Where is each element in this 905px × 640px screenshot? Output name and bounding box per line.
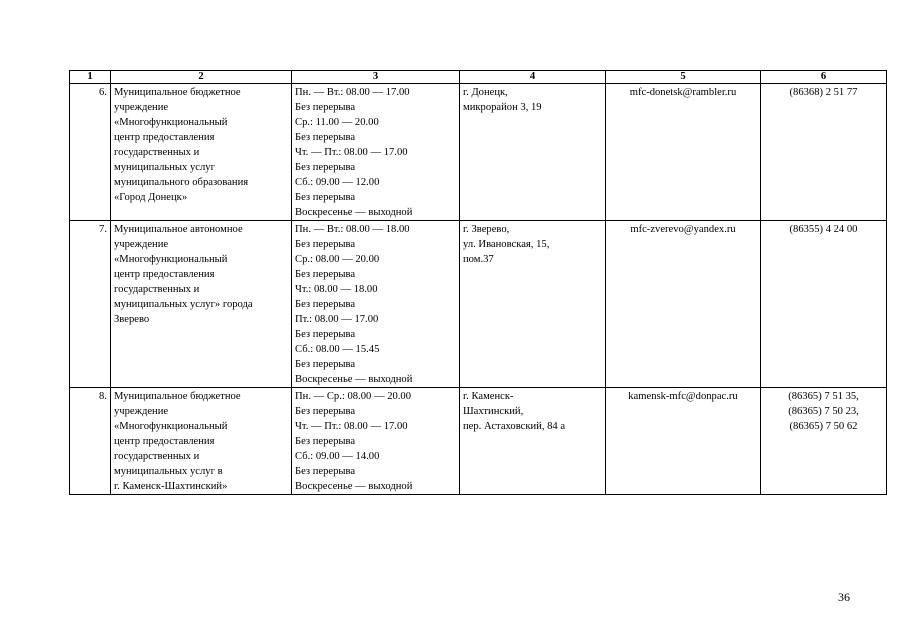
- schedule-line: Без перерыва: [295, 329, 356, 340]
- table-row: [70, 84, 887, 221]
- address-line: пер. Астаховский, 84 а: [463, 421, 566, 432]
- institution-name-cell: [111, 221, 292, 388]
- institution-name-line: государственных и: [114, 284, 200, 295]
- address-line: г. Зверево,: [463, 224, 510, 235]
- institution-name-line: государственных и: [114, 451, 200, 462]
- institution-name-line: «Многофункциональный: [114, 117, 228, 128]
- address-line: микрорайон 3, 19: [463, 102, 542, 113]
- institution-name-line: Муниципальное автономное: [114, 224, 243, 235]
- schedule-line: Сб.: 09.00 — 12.00: [295, 177, 380, 188]
- schedule-line: Без перерыва: [295, 466, 356, 477]
- schedule-line: Пн. — Ср.: 08.00 — 20.00: [295, 391, 412, 402]
- phone-number: (86365) 7 50 23,: [788, 406, 859, 417]
- column-header-4: 4: [460, 71, 606, 84]
- institution-name-line: муниципальных услуг: [114, 162, 215, 173]
- schedule-line: Воскресенье — выходной: [295, 481, 413, 492]
- schedule-line: Воскресенье — выходной: [295, 374, 413, 385]
- institution-name-line: центр предоставления: [114, 269, 215, 280]
- mfc-table: [69, 70, 887, 495]
- address-line: г. Донецк,: [463, 87, 508, 98]
- schedule-cell: [292, 84, 460, 221]
- email-cell: [606, 84, 761, 221]
- email-address: kamensk-mfc@donpac.ru: [628, 391, 738, 402]
- schedule-line: Без перерыва: [295, 132, 356, 143]
- email-cell: [606, 388, 761, 495]
- institution-name-line: «Многофункциональный: [114, 254, 228, 265]
- institution-name-line: Муниципальное бюджетное: [114, 87, 241, 98]
- phone-number: (86368) 2 51 77: [789, 87, 858, 98]
- address-cell: [460, 388, 606, 495]
- institution-name-line: центр предоставления: [114, 436, 215, 447]
- schedule-line: Чт.: 08.00 — 18.00: [295, 284, 378, 295]
- email-address: mfc-zverevo@yandex.ru: [630, 224, 736, 235]
- phone-number: (86365) 7 50 62: [789, 421, 858, 432]
- schedule-line: Пт.: 08.00 — 17.00: [295, 314, 379, 325]
- schedule-line: Воскресенье — выходной: [295, 207, 413, 218]
- row-number: 8.: [70, 388, 111, 495]
- institution-name-line: г. Каменск-Шахтинский»: [114, 481, 228, 492]
- column-header-2: 2: [111, 71, 292, 84]
- header-row: [70, 71, 887, 84]
- institution-name-line: учреждение: [114, 239, 169, 250]
- table-row: [70, 221, 887, 388]
- institution-name-line: учреждение: [114, 406, 169, 417]
- schedule-line: Без перерыва: [295, 299, 356, 310]
- schedule-line: Без перерыва: [295, 162, 356, 173]
- institution-name-line: муниципальных услуг в: [114, 466, 223, 477]
- email-cell: [606, 221, 761, 388]
- schedule-cell: [292, 388, 460, 495]
- schedule-line: Без перерыва: [295, 192, 356, 203]
- row-number: 6.: [70, 84, 111, 221]
- institution-name-line: центр предоставления: [114, 132, 215, 143]
- schedule-line: Чт. — Пт.: 08.00 — 17.00: [295, 421, 408, 432]
- phone-cell: [761, 388, 887, 495]
- schedule-line: Пн. — Вт.: 08.00 — 17.00: [295, 87, 410, 98]
- schedule-line: Ср.: 11.00 — 20.00: [295, 117, 379, 128]
- column-header-3: 3: [292, 71, 460, 84]
- institution-name-line: муниципального образования: [114, 177, 249, 188]
- schedule-line: Без перерыва: [295, 436, 356, 447]
- schedule-line: Без перерыва: [295, 239, 356, 250]
- schedule-line: Сб.: 09.00 — 14.00: [295, 451, 380, 462]
- address-line: пом.37: [463, 254, 494, 265]
- schedule-line: Без перерыва: [295, 269, 356, 280]
- address-cell: [460, 84, 606, 221]
- address-line: г. Каменск-: [463, 391, 514, 402]
- row-number: 7.: [70, 221, 111, 388]
- column-header-5: 5: [606, 71, 761, 84]
- phone-cell: [761, 221, 887, 388]
- institution-name-line: муниципальных услуг» города: [114, 299, 253, 310]
- schedule-line: Сб.: 08.00 — 15.45: [295, 344, 380, 355]
- schedule-line: Без перерыва: [295, 406, 356, 417]
- schedule-cell: [292, 221, 460, 388]
- address-line: Шахтинский,: [463, 406, 524, 417]
- address-cell: [460, 221, 606, 388]
- institution-name-line: «Многофункциональный: [114, 421, 228, 432]
- phone-number: (86355) 4 24 00: [789, 224, 858, 235]
- institution-name-cell: [111, 84, 292, 221]
- column-header-1: 1: [70, 71, 111, 84]
- institution-name-line: Зверево: [114, 314, 150, 325]
- table-body: [70, 84, 887, 495]
- schedule-line: Ср.: 08.00 — 20.00: [295, 254, 380, 265]
- schedule-line: Без перерыва: [295, 102, 356, 113]
- phone-cell: [761, 84, 887, 221]
- phone-number: (86365) 7 51 35,: [788, 391, 859, 402]
- table-row: [70, 388, 887, 495]
- column-header-6: 6: [761, 71, 887, 84]
- email-address: mfc-donetsk@rambler.ru: [629, 87, 737, 98]
- institution-name-cell: [111, 388, 292, 495]
- schedule-line: Чт. — Пт.: 08.00 — 17.00: [295, 147, 408, 158]
- schedule-line: Без перерыва: [295, 359, 356, 370]
- institution-name-line: учреждение: [114, 102, 169, 113]
- institution-name-line: Муниципальное бюджетное: [114, 391, 241, 402]
- schedule-line: Пн. — Вт.: 08.00 — 18.00: [295, 224, 410, 235]
- page-number: 36: [838, 590, 850, 604]
- institution-name-line: «Город Донецк»: [114, 192, 188, 203]
- address-line: ул. Ивановская, 15,: [463, 239, 550, 250]
- institution-name-line: государственных и: [114, 147, 200, 158]
